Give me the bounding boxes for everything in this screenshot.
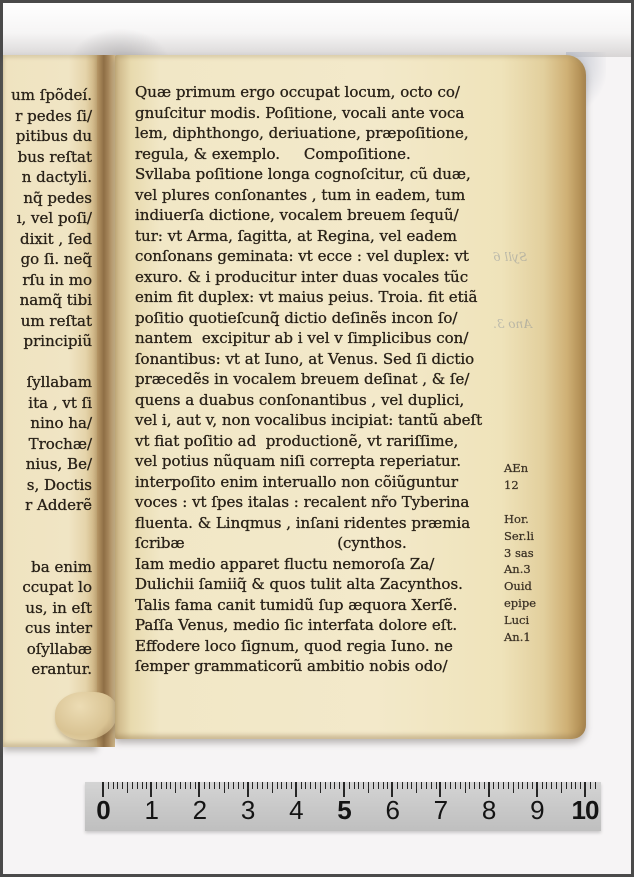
- ruler-tick: [146, 782, 147, 789]
- margin-note: Hor.: [504, 512, 529, 526]
- ruler-tick: [325, 782, 326, 789]
- ruler-tick: [518, 782, 519, 789]
- left-page-line: um ſpõdeí.: [11, 86, 92, 104]
- left-page-line: rſu in mo: [22, 270, 92, 289]
- ruler-tick: [315, 782, 316, 789]
- right-page-line: ſemper grammaticorũ ambitio nobis odo/: [135, 657, 448, 675]
- ruler-tick: [561, 782, 562, 793]
- ruler-tick: [113, 782, 114, 789]
- ruler-tick: [137, 782, 138, 789]
- ruler-tick: [503, 782, 504, 789]
- right-page-line: Effodere loco ſignum, quod regia Iuno. ne: [135, 636, 453, 655]
- ruler-tick: [445, 782, 446, 789]
- ruler-tick: [373, 782, 374, 789]
- ruler-number: 3: [240, 795, 255, 825]
- ruler-tick: [301, 782, 302, 789]
- left-page-line: erantur.: [31, 660, 92, 678]
- ruler-tick: [339, 782, 340, 789]
- ruler-tick: [170, 782, 171, 789]
- ruler-tick: [243, 782, 244, 789]
- ruler-tick: [281, 782, 282, 789]
- ruler-number: 5: [337, 795, 351, 825]
- ruler-tick: [132, 782, 133, 789]
- left-page-line: [3, 516, 92, 537]
- ruler-number: 8: [481, 795, 496, 825]
- ruler-tick: [571, 782, 572, 789]
- left-page-line: ita , vt ſi: [28, 393, 92, 412]
- right-page-line: Iam medio apparet fluctu nemoroſa Za/: [135, 554, 435, 573]
- left-page-line: [3, 352, 92, 373]
- ruler-tick: [190, 782, 191, 789]
- ruler-tick: [363, 782, 364, 789]
- show-through-text: Ano 3.: [493, 317, 532, 331]
- left-page-line: [3, 536, 92, 557]
- ruler-tick: [330, 782, 331, 789]
- right-page-text: [135, 82, 509, 677]
- ruler-tick: [185, 782, 186, 789]
- ruler-tick: [426, 782, 427, 789]
- left-page-line: ſyllabam: [26, 373, 92, 391]
- book-gutter: [97, 55, 115, 747]
- ruler-tick: [117, 782, 118, 789]
- right-page-line: exuro. & i producitur inter duas vocales tũc: [135, 267, 469, 286]
- ruler-tick: [513, 782, 514, 793]
- ruler-number: 0: [96, 795, 110, 825]
- ruler-tick: [566, 782, 567, 789]
- ruler-tick: [479, 782, 480, 789]
- right-page: [115, 55, 586, 739]
- ruler-tick: [378, 782, 379, 789]
- margin-note: Ser.li: [504, 528, 534, 543]
- ruler-tick: [595, 782, 596, 789]
- ruler-number: 9: [530, 795, 544, 825]
- ruler-tick: [575, 782, 576, 789]
- right-page-line: interpoſito enim interuallo non cõiũguntur: [135, 472, 458, 491]
- ruler-tick: [127, 782, 128, 793]
- left-page-line: nino ha/: [30, 414, 92, 432]
- show-through-text: Syll 6: [493, 250, 528, 264]
- ruler-tick: [272, 782, 273, 793]
- ruler-number: 2: [192, 795, 207, 825]
- ruler-tick: [252, 782, 253, 789]
- right-page-line: fluenta. & Linqmus , inſani ridentes præmia: [135, 513, 471, 532]
- right-page-line: ſcribæ (cynthos.: [135, 534, 407, 552]
- ruler-tick: [411, 782, 412, 789]
- right-page-line: Talis fama canit tumidũ ſup æquora Xerſẽ.: [135, 595, 458, 614]
- ruler-tick: [431, 782, 432, 789]
- right-page-line: Dulichii ſamiiq̃ & quos tulit alta Zacynthos.: [135, 575, 463, 593]
- right-page-line: conſonans geminata: vt ecce : vel duplex: vt: [135, 247, 469, 265]
- ruler-tick: [320, 782, 321, 793]
- ruler-tick: [469, 782, 470, 789]
- margin-note: epipe: [504, 595, 537, 610]
- left-page-line: ccupat lo: [22, 578, 92, 596]
- ruler-tick: [436, 782, 437, 789]
- ruler-tick: [291, 782, 292, 789]
- ruler-tick: [387, 782, 388, 789]
- left-page-line: go ſi. neq̃: [20, 250, 92, 268]
- margin-note: Ouid: [504, 579, 532, 594]
- ruler-number: 1: [144, 795, 158, 825]
- left-page-line: ba enim: [31, 557, 92, 576]
- ruler-tick: [358, 782, 359, 789]
- left-page-line: principiũ: [23, 332, 92, 350]
- ruler-tick: [354, 782, 355, 789]
- left-page-line: namq̃ tibi: [19, 291, 92, 309]
- ruler-tick: [156, 782, 157, 789]
- ruler-tick: [551, 782, 552, 789]
- ruler-tick: [450, 782, 451, 789]
- ruler-tick: [180, 782, 181, 789]
- ruler-tick: [580, 782, 581, 789]
- ruler-tick: [122, 782, 123, 789]
- right-page-line: ſonantibus: vt at Iuno, at Venus. Sed ſi dictio: [135, 349, 475, 368]
- left-page-line: n dactyli.: [21, 168, 92, 186]
- margin-note: 3 sas: [504, 545, 534, 560]
- margin-note: An.3: [504, 562, 531, 577]
- ruler-number: 10: [571, 795, 599, 825]
- right-page-line: vt fiat poſitio ad productionẽ, vt rariſſime,: [135, 431, 459, 450]
- ruler-tick: [465, 782, 466, 793]
- ruler-tick: [262, 782, 263, 789]
- ruler-tick: [556, 782, 557, 789]
- ruler-tick: [228, 782, 229, 789]
- right-page-line: gnuſcitur modis. Poſitione, vocali ante voca: [135, 103, 465, 122]
- right-page-line: Svllaba poſitione longa cognoſcitur, cũ duæ,: [135, 165, 471, 183]
- right-page-line: regula, & exemplo. Compoſitione.: [135, 144, 411, 163]
- left-page-line: s, Doctis: [26, 475, 92, 494]
- left-page-line: Trochæ/: [28, 434, 92, 453]
- ruler-number: 4: [289, 795, 303, 825]
- left-page-line: r pedes ſi/: [15, 106, 92, 125]
- ruler-tick: [334, 782, 335, 789]
- ruler-tick: [397, 782, 398, 789]
- ruler-number: 7: [433, 795, 448, 825]
- ruler-tick: [108, 782, 109, 789]
- ruler-tick: [209, 782, 210, 789]
- right-page-line: præcedẽs in vocalem breuem deſinat , & ſe/: [135, 370, 470, 388]
- left-page-line: nq̃ pedes: [23, 188, 92, 207]
- margin-notes-sources: [504, 511, 574, 645]
- right-page-line: indiuerſa dictione, vocalem breuem ſequũ/: [135, 206, 459, 224]
- ruler-tick: [484, 782, 485, 789]
- right-page-line: nantem excipitur ab i vel v ſimplicibus con/: [135, 329, 469, 347]
- margin-note: AEn: [504, 461, 529, 475]
- ruler-tick: [546, 782, 547, 789]
- margin-note: 12: [504, 477, 519, 492]
- right-page-line: vel potius nũquam niſi correpta reperiatur.: [135, 452, 462, 470]
- right-page-line: voces : vt ſpes italas : recalent nr̃o Tyberina: [135, 493, 470, 511]
- ruler-tick: [455, 782, 456, 789]
- ruler-tick: [590, 782, 591, 789]
- ruler-tick: [161, 782, 162, 789]
- ruler-tick: [233, 782, 234, 789]
- ruler-tick: [310, 782, 311, 789]
- left-page-line: nius, Be/: [25, 455, 92, 473]
- left-page-line: pitibus du: [15, 127, 92, 145]
- ruler-tick: [542, 782, 543, 789]
- ruler-tick: [421, 782, 422, 789]
- ruler-tick: [474, 782, 475, 789]
- right-page-line: lem, diphthongo, deriuatione, præpoſitione,: [135, 124, 469, 142]
- ruler-tick: [305, 782, 306, 789]
- left-page-line: um reſtat: [20, 311, 92, 330]
- left-page-line: r Adderẽ: [25, 496, 92, 514]
- left-page-line: us, in eſt: [25, 598, 92, 617]
- ruler-tick: [204, 782, 205, 789]
- right-page-line: quens a duabus conſonantibus , vel duplici,: [135, 390, 465, 409]
- ruler-tick: [407, 782, 408, 789]
- ruler-tick: [493, 782, 494, 789]
- right-page-line: Quæ primum ergo occupat locum, octo co/: [135, 83, 460, 101]
- right-page-line: vel i, aut v, non vocalibus incipiat: tantũ abeſt: [135, 411, 483, 429]
- ruler-tick: [238, 782, 239, 789]
- ruler-tick: [219, 782, 220, 789]
- left-page: [3, 55, 97, 747]
- right-page-line: vel plures conſonantes , tum in eadem, tum: [135, 185, 466, 204]
- ruler-tick: [527, 782, 528, 789]
- right-page-line: Paſſa Venus, medio ſic interfata dolore eſt.: [135, 616, 458, 634]
- margin-note: An.1: [504, 629, 531, 644]
- ruler-tick: [277, 782, 278, 789]
- ruler-tick: [402, 782, 403, 789]
- ruler-tick: [498, 782, 499, 789]
- right-page-line: tur: vt Arma, ſagitta, at Regina, vel eadem: [135, 226, 457, 245]
- ruler-tick: [224, 782, 225, 793]
- ruler-tick: [508, 782, 509, 789]
- ruler-tick: [532, 782, 533, 789]
- right-page-line: enim fit duplex: vt maius peius. Troia. fit etiã: [135, 288, 478, 306]
- left-page-line: dixit , ſed: [19, 229, 92, 248]
- ruler-number: 6: [385, 795, 399, 825]
- left-page-line: cus inter: [24, 619, 92, 637]
- ruler-tick: [175, 782, 176, 793]
- right-page-line: poſitio quotieſcunq̃ dictio deſinẽs incon ſo/: [135, 308, 458, 327]
- ruler-tick: [257, 782, 258, 789]
- ruler-tick: [416, 782, 417, 793]
- ruler-tick: [522, 782, 523, 789]
- left-page-text: [3, 85, 92, 680]
- centimeter-ruler: [85, 782, 601, 831]
- left-page-line: oſyllabæ: [26, 639, 92, 658]
- margin-notes-aeneid: [504, 460, 574, 494]
- ruler-tick: [460, 782, 461, 789]
- ruler-tick: [368, 782, 369, 793]
- ruler-tick: [286, 782, 287, 789]
- ruler-tick: [214, 782, 215, 789]
- ruler-tick: [349, 782, 350, 789]
- ruler-tick: [195, 782, 196, 789]
- left-page-line: ı, vel poſi/: [16, 209, 92, 227]
- margin-note: Luci: [504, 612, 530, 627]
- ruler-tick: [383, 782, 384, 789]
- ruler-tick: [267, 782, 268, 789]
- left-page-line: bus reſtat: [17, 147, 92, 166]
- ruler-tick: [142, 782, 143, 789]
- ruler-tick: [166, 782, 167, 789]
